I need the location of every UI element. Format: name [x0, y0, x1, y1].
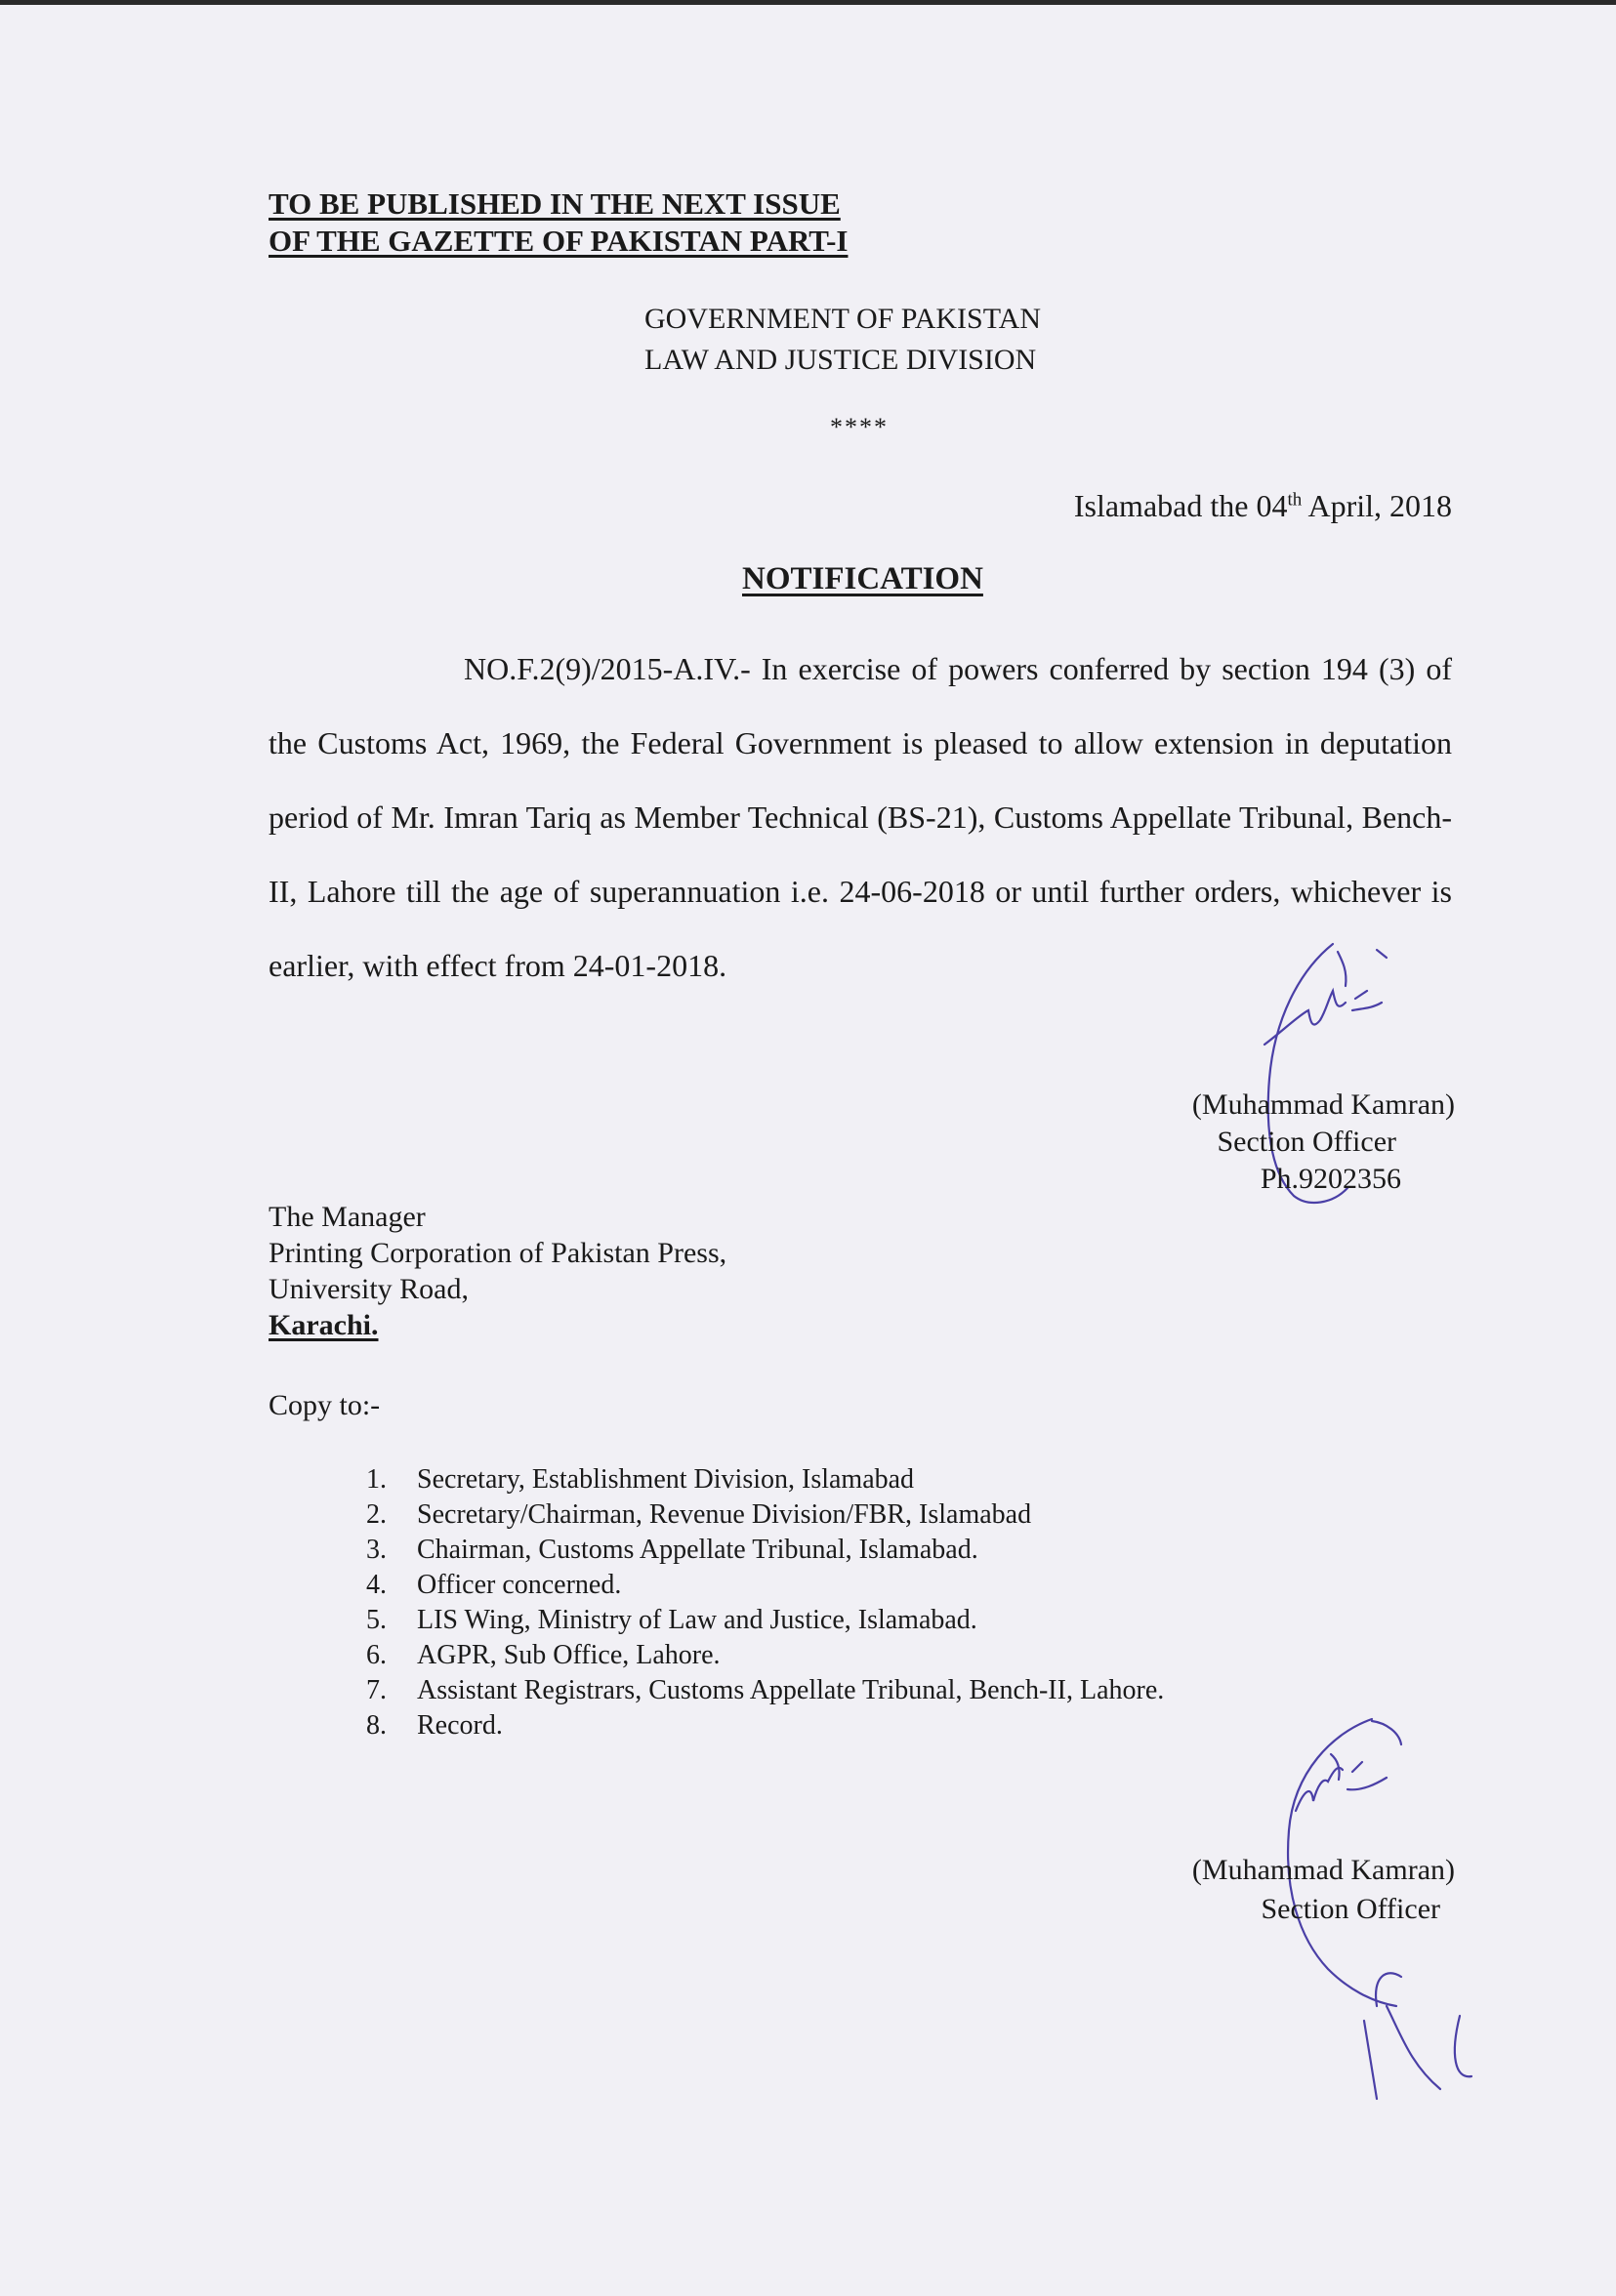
list-item: 2. Secretary/Chairman, Revenue Division/FBR, Islamabad — [366, 1499, 1032, 1530]
date-prefix: Islamabad the 04 — [1073, 488, 1288, 523]
government-line-2: LAW AND JUSTICE DIVISION — [644, 344, 1037, 376]
date-rest: April, 2018 — [1302, 488, 1452, 523]
date-suffix: th — [1287, 489, 1303, 511]
list-item: 4. Officer concerned. — [366, 1570, 622, 1600]
gazette-line-1: TO BE PUBLISHED IN THE NEXT ISSUE — [269, 186, 841, 221]
addressee-line-3: University Road, — [269, 1273, 469, 1305]
list-item: 7. Assistant Registrars, Customs Appellate Tribunal, Bench-II, Lahore. — [366, 1675, 1165, 1705]
signature-block-1 — [1152, 1086, 1455, 1198]
addressee-line-2: Printing Corporation of Pakistan Press, — [269, 1237, 727, 1269]
notification-body: NO.F.2(9)/2015-A.IV.- In exercise of powers conferred by section 194 (3) of the Customs Act, 1969, the Federal Government is pleased to allow extension in deputation period of Mr. Imran Tariq as Member Technical (BS-21), Customs Appellate Tribunal, Bench-II, Lahore till the age of superannuation i.e. 24-06-2018 or until further orders, whichever is earlier, with effect from 24-01-2018. — [269, 651, 1452, 983]
list-item: 8. Record. — [366, 1710, 503, 1741]
signatory-designation-2: Section Officer — [1261, 1893, 1440, 1925]
copy-to-list — [366, 1462, 1164, 1743]
addressee-city: Karachi. — [269, 1309, 379, 1341]
government-heading — [644, 299, 1041, 381]
addressee-line-1: The Manager — [269, 1201, 426, 1233]
list-item: 3. Chairman, Customs Appellate Tribunal, Islamabad. — [366, 1535, 978, 1565]
notification-title: NOTIFICATION — [742, 561, 983, 596]
list-item: 6. AGPR, Sub Office, Lahore. — [366, 1640, 721, 1670]
gazette-heading — [269, 185, 848, 260]
signatory-designation-1: Section Officer — [1217, 1126, 1396, 1158]
addressee-block — [269, 1199, 726, 1343]
list-item: 1. Secretary, Establishment Division, Islamabad — [366, 1464, 915, 1495]
separator-stars: **** — [830, 413, 889, 441]
signatory-phone-1: Ph.9202356 — [1260, 1163, 1401, 1195]
signatory-name-1: (Muhammad Kamran) — [1191, 1088, 1455, 1121]
government-line-1: GOVERNMENT OF PAKISTAN — [644, 303, 1041, 335]
signature-block-2 — [1123, 1851, 1455, 1929]
list-item: 5. LIS Wing, Ministry of Law and Justice, Islamabad. — [366, 1605, 977, 1635]
copy-to-heading: Copy to:- — [269, 1389, 381, 1421]
scan-top-edge — [0, 0, 1616, 5]
gazette-line-2: OF THE GAZETTE OF PAKISTAN PART-I — [269, 224, 849, 258]
document-date — [1074, 488, 1452, 524]
signatory-name-2: (Muhammad Kamran) — [1191, 1854, 1455, 1886]
